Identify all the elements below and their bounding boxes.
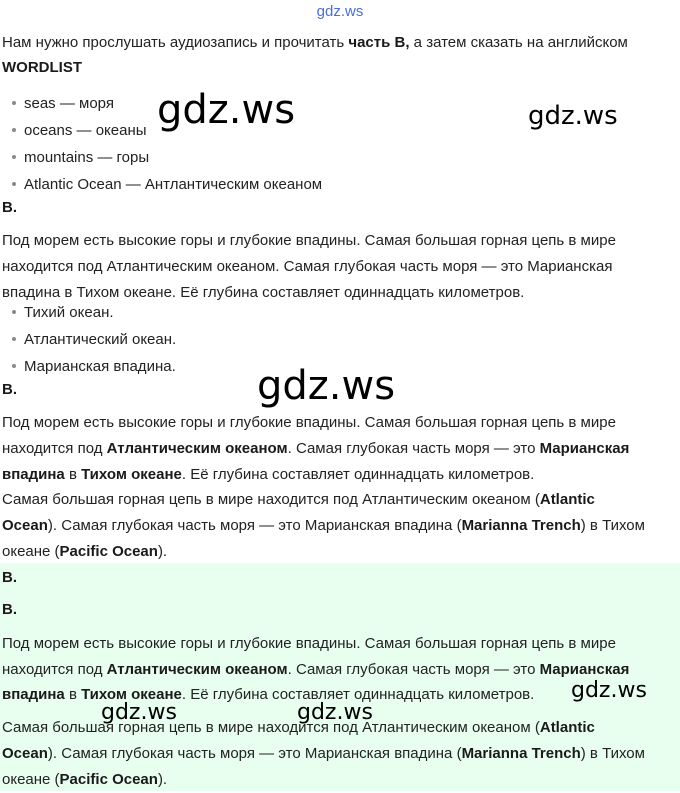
wordlist-label: WORDLIST [2, 59, 82, 76]
wordlist-item: mountains — горы [12, 145, 149, 171]
section3-line: впадина в Тихом океане. Её глубина составляет одиннадцать километров. [2, 686, 535, 703]
section-heading: В. [2, 199, 17, 216]
wordlist-item: Atlantic Ocean — Антлантическим океаном [12, 172, 322, 198]
section1-line: находится под Атлантическим океаном. Самая глубокая часть моря — это Марианская [2, 258, 613, 275]
section2-line: Под морем есть высокие горы и глубокие впадины. Самая большая горная цепь в мире [2, 414, 616, 431]
watermark: gdz.ws [528, 101, 618, 131]
wordlist-item: seas — моря [12, 91, 114, 117]
answer-item: Атлантический океан. [12, 327, 176, 353]
wordlist-item: oceans — океаны [12, 118, 147, 144]
section2-line: Самая большая горная цепь в мире находится под Атлантическим океаном (Atlantic [2, 491, 595, 508]
section1-line: Под морем есть высокие горы и глубокие впадины. Самая большая горная цепь в мире [2, 232, 616, 249]
intro-line [2, 30, 674, 56]
section2-line: Ocean). Самая глубокая часть моря — это Марианская впадина (Marianna Trench) в Тихом [2, 517, 645, 534]
section-heading: В. [2, 569, 17, 586]
intro-bold: часть В, [348, 34, 410, 51]
intro-text-end: а затем сказать на английском [409, 34, 628, 51]
answer-item: Марианская впадина. [12, 354, 176, 380]
section3-line: Ocean). Самая глубокая часть моря — это Марианская впадина (Marianna Trench) в Тихом [2, 745, 645, 762]
section2-line: находится под Атлантическим океаном. Самая глубокая часть моря — это Марианская [2, 440, 630, 457]
section3-line: Самая большая горная цепь в мире находится под Атлантическим океаном (Atlantic [2, 719, 595, 736]
section3-line: Под морем есть высокие горы и глубокие впадины. Самая большая горная цепь в мире [2, 635, 616, 652]
section3-line: океане (Pacific Ocean). [2, 771, 168, 788]
section3-line: находится под Атлантическим океаном. Самая глубокая часть моря — это Марианская [2, 661, 630, 678]
watermark: gdz.ws [257, 363, 396, 409]
watermark: gdz.ws [297, 700, 373, 725]
answer-item: Тихий океан. [12, 300, 114, 326]
section-heading: В. [2, 381, 17, 398]
site-tag[interactable]: gdz.ws [316, 3, 364, 20]
section2-line: океане (Pacific Ocean). [2, 543, 168, 560]
section1-line: впадина в Тихом океане. Её глубина составляет одиннадцать километров. [2, 284, 525, 301]
watermark: gdz.ws [101, 700, 177, 725]
intro-text: Нам нужно прослушать аудиозапись и прочитать [2, 34, 349, 51]
section2-line: впадина в Тихом океане. Её глубина составляет одиннадцать километров. [2, 466, 535, 483]
section-heading: В. [2, 601, 17, 618]
watermark: gdz.ws [571, 678, 647, 703]
watermark: gdz.ws [157, 87, 296, 133]
